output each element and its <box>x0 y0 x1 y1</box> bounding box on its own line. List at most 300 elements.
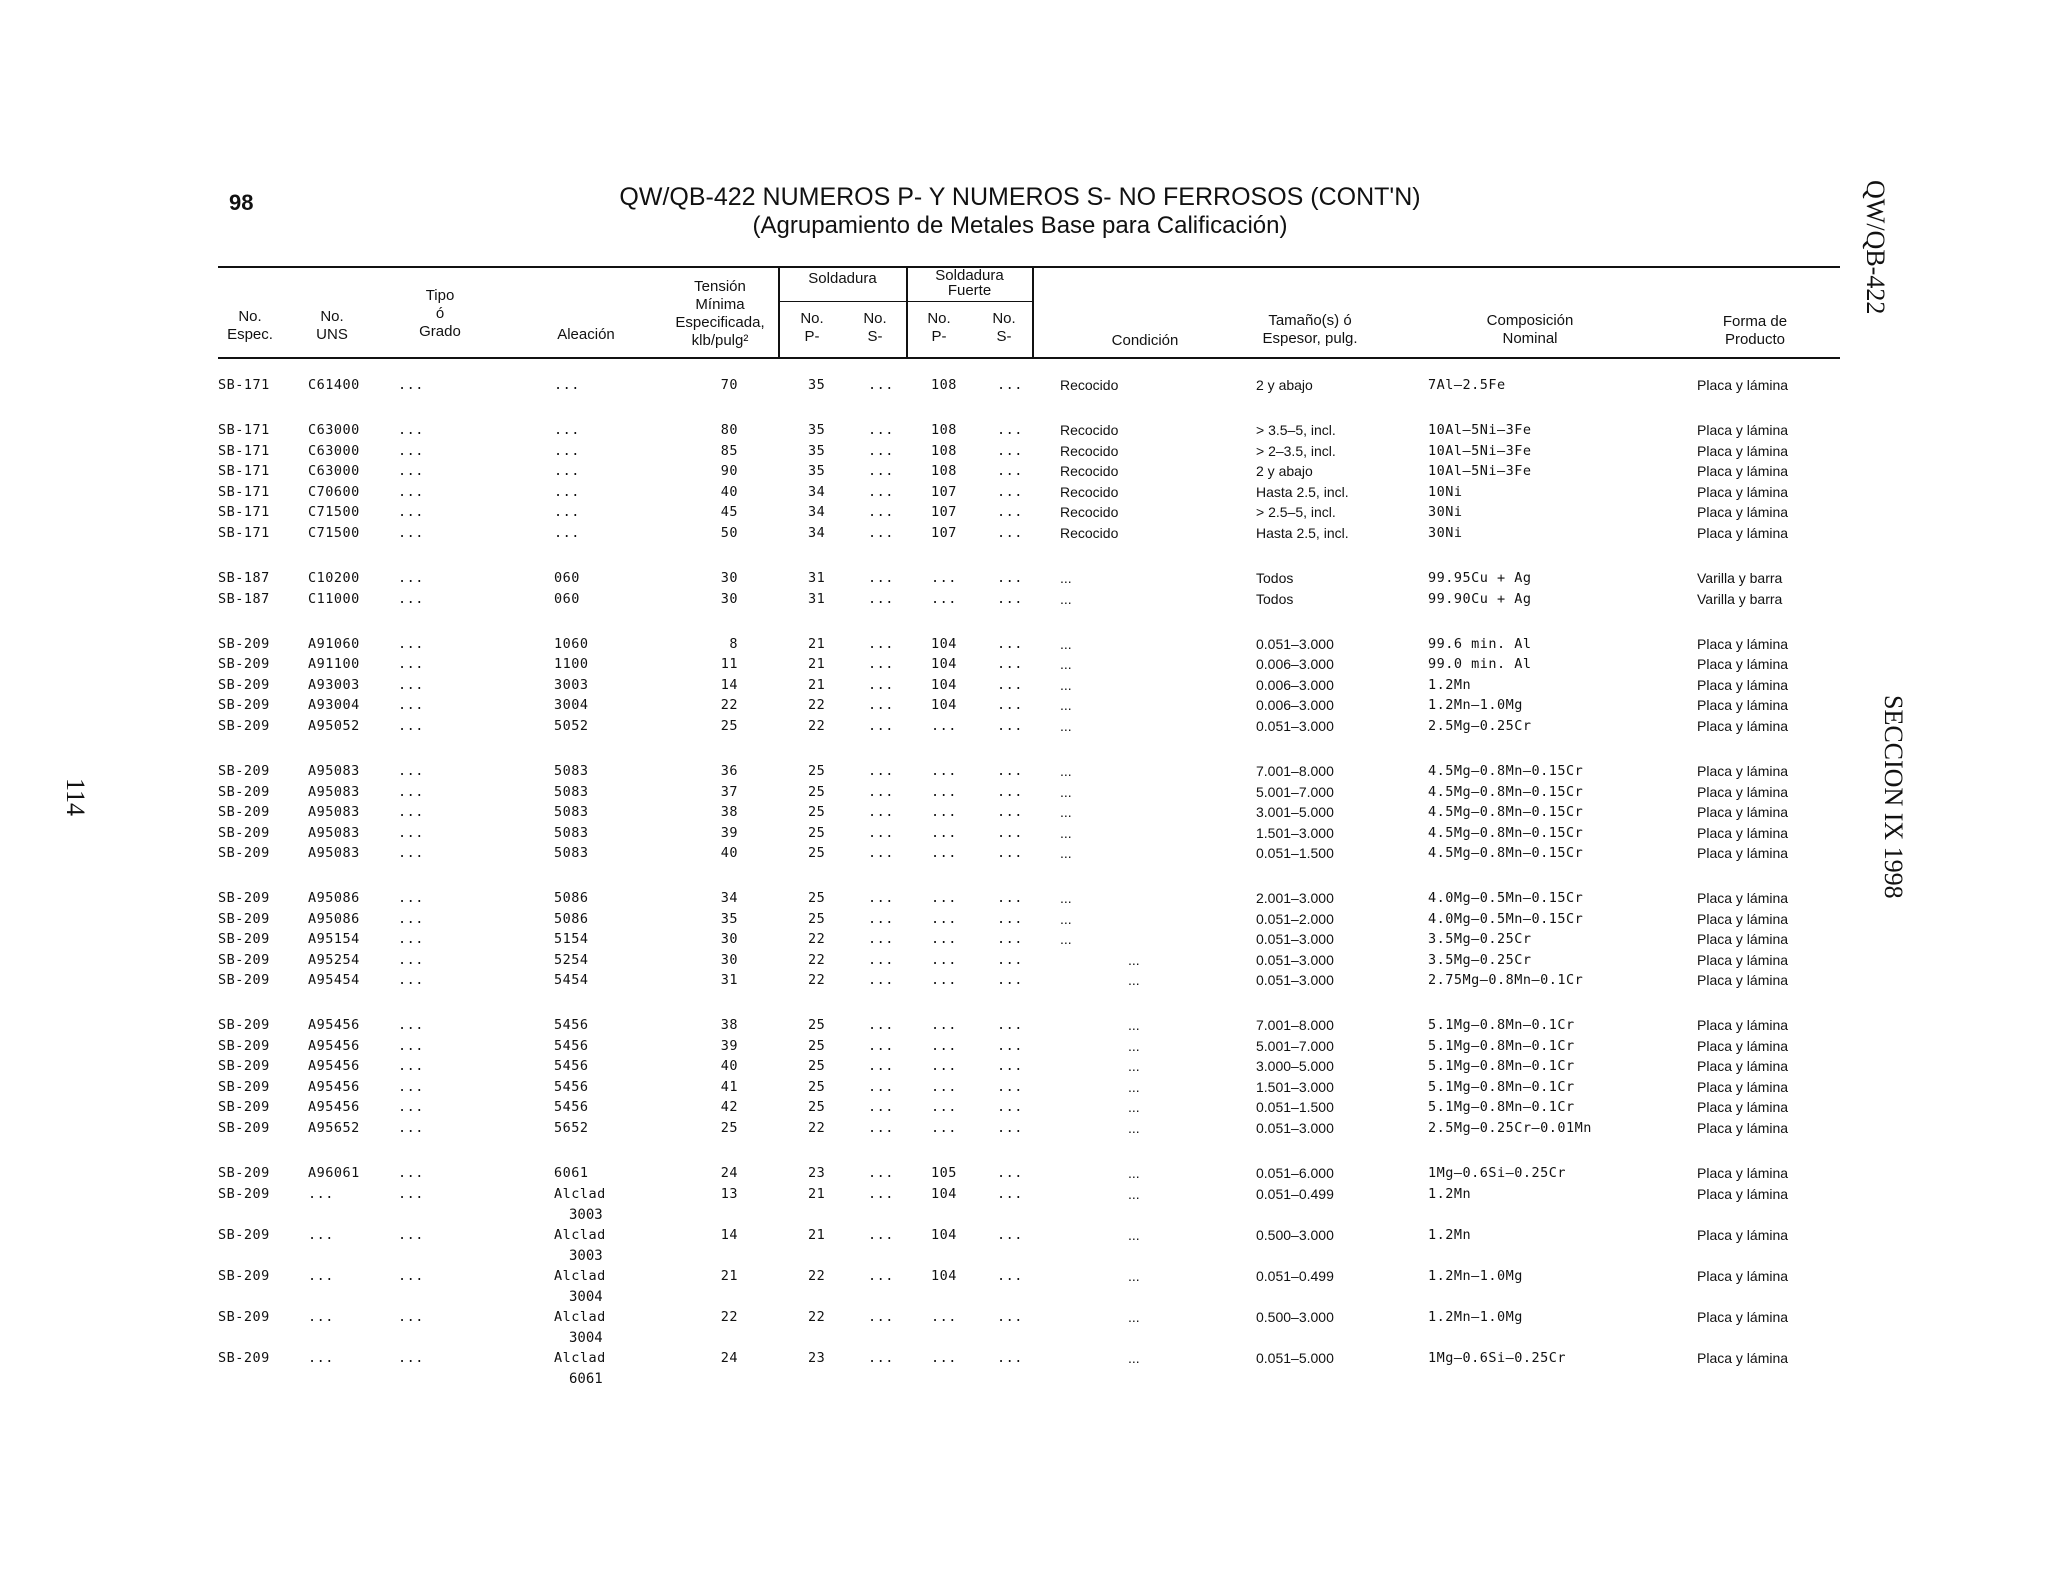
uns-cell: A95083 <box>308 845 360 861</box>
tamano-cell: 0.006–3.000 <box>1256 697 1334 713</box>
composicion-cell: 7Al–2.5Fe <box>1428 377 1506 393</box>
spec-cell: SB-209 <box>218 1309 270 1325</box>
fuerte-p-cell: ... <box>931 591 957 607</box>
fuerte-p-cell: ... <box>931 804 957 820</box>
sold-p-cell: 21 <box>808 656 826 672</box>
sold-p-cell: 23 <box>808 1350 826 1366</box>
forma-cell: Placa y lámina <box>1697 422 1789 438</box>
composicion-cell: 5.1Mg–0.8Mn–0.1Cr <box>1428 1079 1575 1095</box>
forma-cell: Placa y lámina <box>1697 525 1789 541</box>
tipo-cell: ... <box>398 677 424 693</box>
sold-s-cell: ... <box>868 1227 894 1243</box>
composicion-cell: 10Al–5Ni–3Fe <box>1428 443 1532 459</box>
spec-cell: SB-209 <box>218 677 270 693</box>
sold-s-cell: ... <box>868 911 894 927</box>
table-row <box>0 890 1840 910</box>
tension-cell: 22 <box>720 1309 738 1325</box>
forma-cell: Placa y lámina <box>1697 697 1789 713</box>
composicion-cell: 5.1Mg–0.8Mn–0.1Cr <box>1428 1038 1575 1054</box>
condicion-cell: ... <box>1060 804 1072 820</box>
aleacion-cell: Alclad <box>554 1268 606 1284</box>
tipo-cell: ... <box>398 845 424 861</box>
condicion-cell: ... <box>1128 972 1140 988</box>
uns-cell: ... <box>308 1227 334 1243</box>
condicion-cell: ... <box>1128 1227 1140 1243</box>
tipo-cell: ... <box>398 804 424 820</box>
aleacion-cell: 6061 <box>554 1165 589 1181</box>
spec-cell: SB-209 <box>218 1038 270 1054</box>
side-label-page: 114 <box>61 778 90 817</box>
tamano-cell: 2 y abajo <box>1256 463 1313 479</box>
forma-cell: Placa y lámina <box>1697 804 1789 820</box>
spec-cell: SB-209 <box>218 1268 270 1284</box>
table-row <box>0 1099 1840 1119</box>
tension-cell: 80 <box>720 422 738 438</box>
table-row <box>0 1350 1840 1370</box>
sold-p-cell: 34 <box>808 525 826 541</box>
header-tipo: Tipo ó Grado <box>419 287 461 340</box>
composicion-cell: 2.5Mg–0.25Cr–0.01Mn <box>1428 1120 1592 1136</box>
forma-cell: Placa y lámina <box>1697 484 1789 500</box>
tipo-cell: ... <box>398 718 424 734</box>
tamano-cell: 0.500–3.000 <box>1256 1309 1334 1325</box>
composicion-cell: 1.2Mn <box>1428 1186 1472 1202</box>
sold-p-cell: 22 <box>808 1309 826 1325</box>
composicion-cell: 4.5Mg–0.8Mn–0.15Cr <box>1428 845 1584 861</box>
composicion-cell: 3.5Mg–0.25Cr <box>1428 952 1532 968</box>
fuerte-s-cell: ... <box>997 1350 1023 1366</box>
forma-cell: Placa y lámina <box>1697 952 1789 968</box>
table-row <box>0 1227 1840 1247</box>
forma-cell: Placa y lámina <box>1697 1350 1789 1366</box>
sold-p-cell: 25 <box>808 1017 826 1033</box>
uns-cell: C63000 <box>308 422 360 438</box>
header-tamano: Tamaño(s) ó Espesor, pulg. <box>1262 312 1358 347</box>
sold-p-cell: 31 <box>808 591 826 607</box>
tension-cell: 22 <box>720 697 738 713</box>
condicion-cell: Recocido <box>1060 443 1119 459</box>
spec-cell: SB-209 <box>218 656 270 672</box>
composicion-cell: 2.5Mg–0.25Cr <box>1428 718 1532 734</box>
tamano-cell: 2 y abajo <box>1256 377 1313 393</box>
uns-cell: A95086 <box>308 890 360 906</box>
composicion-cell: 4.5Mg–0.8Mn–0.15Cr <box>1428 784 1584 800</box>
tamano-cell: 0.500–3.000 <box>1256 1227 1334 1243</box>
tension-cell: 14 <box>720 677 738 693</box>
fuerte-s-cell: ... <box>997 763 1023 779</box>
header-fuerte-no-s: No. S- <box>992 310 1016 345</box>
tension-cell: 25 <box>720 1120 738 1136</box>
spec-cell: SB-209 <box>218 1165 270 1181</box>
fuerte-s-cell: ... <box>997 1165 1023 1181</box>
sold-s-cell: ... <box>868 1309 894 1325</box>
forma-cell: Placa y lámina <box>1697 972 1789 988</box>
tipo-cell: ... <box>398 591 424 607</box>
aleacion-cell: Alclad <box>554 1186 606 1202</box>
sold-s-cell: ... <box>868 931 894 947</box>
aleacion-cell: ... <box>554 484 580 500</box>
tension-cell: 8 <box>729 636 738 652</box>
sold-s-cell: ... <box>868 1120 894 1136</box>
composicion-cell: 99.6 min. Al <box>1428 636 1532 652</box>
tamano-cell: 5.001–7.000 <box>1256 1038 1334 1054</box>
condicion-cell: Recocido <box>1060 422 1119 438</box>
condicion-cell: Recocido <box>1060 504 1119 520</box>
aleacion-cell: 3004 <box>554 697 589 713</box>
tension-cell: 21 <box>720 1268 738 1284</box>
uns-cell: C61400 <box>308 377 360 393</box>
sold-s-cell: ... <box>868 845 894 861</box>
spec-cell: SB-209 <box>218 1120 270 1136</box>
tension-cell: 39 <box>720 825 738 841</box>
spec-cell: SB-209 <box>218 1017 270 1033</box>
table-row <box>0 804 1840 824</box>
fuerte-s-cell: ... <box>997 484 1023 500</box>
tension-cell: 40 <box>720 484 738 500</box>
condicion-cell: ... <box>1128 1165 1140 1181</box>
tipo-cell: ... <box>398 463 424 479</box>
spec-cell: SB-209 <box>218 972 270 988</box>
sold-p-cell: 21 <box>808 636 826 652</box>
uns-cell: C63000 <box>308 443 360 459</box>
tamano-cell: > 3.5–5, incl. <box>1256 422 1336 438</box>
uns-cell: A93003 <box>308 677 360 693</box>
fuerte-s-cell: ... <box>997 656 1023 672</box>
tension-cell: 30 <box>720 570 738 586</box>
table-header-bottom-rule <box>218 357 1840 359</box>
fuerte-s-cell: ... <box>997 1038 1023 1054</box>
tamano-cell: 3.000–5.000 <box>1256 1058 1334 1074</box>
tipo-cell: ... <box>398 1350 424 1366</box>
tamano-cell: Hasta 2.5, incl. <box>1256 484 1349 500</box>
condicion-cell: ... <box>1128 1058 1140 1074</box>
fuerte-p-cell: 104 <box>931 1227 957 1243</box>
uns-cell: ... <box>308 1309 334 1325</box>
tension-cell: 40 <box>720 845 738 861</box>
condicion-cell: ... <box>1060 636 1072 652</box>
table-row <box>0 636 1840 656</box>
fuerte-p-cell: 108 <box>931 422 957 438</box>
uns-cell: ... <box>308 1186 334 1202</box>
condicion-cell: ... <box>1060 763 1072 779</box>
forma-cell: Placa y lámina <box>1697 763 1789 779</box>
forma-cell: Placa y lámina <box>1697 636 1789 652</box>
tamano-cell: 0.051–1.500 <box>1256 1099 1334 1115</box>
fuerte-s-cell: ... <box>997 377 1023 393</box>
spec-cell: SB-209 <box>218 697 270 713</box>
header-tension: Tensión Mínima Especificada, klb/pulg² <box>675 278 765 349</box>
tipo-cell: ... <box>398 422 424 438</box>
sold-p-cell: 25 <box>808 1038 826 1054</box>
aleacion-cell: ... <box>554 422 580 438</box>
aleacion-cell: ... <box>554 525 580 541</box>
uns-cell: ... <box>308 1268 334 1284</box>
spec-cell: SB-187 <box>218 570 270 586</box>
fuerte-s-cell: ... <box>997 784 1023 800</box>
tension-cell: 38 <box>720 804 738 820</box>
uns-cell: A91060 <box>308 636 360 652</box>
forma-cell: Placa y lámina <box>1697 656 1789 672</box>
uns-cell: A95652 <box>308 1120 360 1136</box>
uns-cell: A93004 <box>308 697 360 713</box>
tipo-cell: ... <box>398 570 424 586</box>
sold-p-cell: 25 <box>808 804 826 820</box>
condicion-cell: ... <box>1060 890 1072 906</box>
sold-p-cell: 35 <box>808 463 826 479</box>
sold-s-cell: ... <box>868 484 894 500</box>
forma-cell: Placa y lámina <box>1697 1186 1789 1202</box>
sold-s-cell: ... <box>868 1017 894 1033</box>
table-row <box>0 697 1840 717</box>
fuerte-p-cell: ... <box>931 1079 957 1095</box>
forma-cell: Placa y lámina <box>1697 463 1789 479</box>
forma-cell: Placa y lámina <box>1697 718 1789 734</box>
sold-p-cell: 35 <box>808 443 826 459</box>
fuerte-s-cell: ... <box>997 525 1023 541</box>
tension-cell: 50 <box>720 525 738 541</box>
spec-cell: SB-187 <box>218 591 270 607</box>
tipo-cell: ... <box>398 656 424 672</box>
tipo-cell: ... <box>398 443 424 459</box>
fuerte-s-cell: ... <box>997 677 1023 693</box>
tipo-cell: ... <box>398 1099 424 1115</box>
table-row <box>0 422 1840 442</box>
fuerte-p-cell: 105 <box>931 1165 957 1181</box>
forma-cell: Placa y lámina <box>1697 1038 1789 1054</box>
fuerte-p-cell: 104 <box>931 697 957 713</box>
header-condicion: Condición <box>1111 332 1179 349</box>
fuerte-s-cell: ... <box>997 1058 1023 1074</box>
sold-p-cell: 25 <box>808 763 826 779</box>
tipo-cell: ... <box>398 952 424 968</box>
sold-s-cell: ... <box>868 890 894 906</box>
forma-cell: Placa y lámina <box>1697 377 1789 393</box>
uns-cell: A95456 <box>308 1038 360 1054</box>
sold-s-cell: ... <box>868 677 894 693</box>
condicion-cell: ... <box>1060 570 1072 586</box>
tipo-cell: ... <box>398 763 424 779</box>
sold-p-cell: 23 <box>808 1165 826 1181</box>
tension-cell: 14 <box>720 1227 738 1243</box>
spec-cell: SB-209 <box>218 1099 270 1115</box>
forma-cell: Placa y lámina <box>1697 1058 1789 1074</box>
tipo-cell: ... <box>398 784 424 800</box>
spec-cell: SB-209 <box>218 825 270 841</box>
sold-s-cell: ... <box>868 636 894 652</box>
soldadura-right-line <box>1032 266 1034 357</box>
sold-p-cell: 22 <box>808 1268 826 1284</box>
composicion-cell: 10Al–5Ni–3Fe <box>1428 422 1532 438</box>
fuerte-s-cell: ... <box>997 845 1023 861</box>
header-spec: No. Espec. <box>227 308 273 343</box>
condicion-cell: ... <box>1060 591 1072 607</box>
sold-p-cell: 21 <box>808 1227 826 1243</box>
tamano-cell: Hasta 2.5, incl. <box>1256 525 1349 541</box>
aleacion-cell: Alclad <box>554 1227 606 1243</box>
tamano-cell: 0.051–5.000 <box>1256 1350 1334 1366</box>
tamano-cell: Todos <box>1256 591 1294 607</box>
spec-cell: SB-171 <box>218 484 270 500</box>
header-soldadura-no-p: No. P- <box>800 310 824 345</box>
uns-cell: A95254 <box>308 952 360 968</box>
header-composicion: Composición Nominal <box>1486 312 1574 347</box>
tamano-cell: 2.001–3.000 <box>1256 890 1334 906</box>
page-subtitle: (Agrupamiento de Metales Base para Calificación) <box>752 212 1288 239</box>
aleacion-cell: 5456 <box>554 1038 589 1054</box>
tipo-cell: ... <box>398 1227 424 1243</box>
fuerte-s-cell: ... <box>997 1268 1023 1284</box>
fuerte-s-cell: ... <box>997 697 1023 713</box>
sold-s-cell: ... <box>868 525 894 541</box>
forma-cell: Placa y lámina <box>1697 825 1789 841</box>
aleacion-cell: 5083 <box>554 804 589 820</box>
fuerte-p-cell: ... <box>931 1099 957 1115</box>
fuerte-p-cell: ... <box>931 825 957 841</box>
aleacion-cell: 5456 <box>554 1058 589 1074</box>
tension-cell: 30 <box>720 591 738 607</box>
spec-cell: SB-209 <box>218 911 270 927</box>
table-row <box>0 1038 1840 1058</box>
sold-p-cell: 25 <box>808 825 826 841</box>
aleacion-cell: 5154 <box>554 931 589 947</box>
table-row <box>0 1186 1840 1206</box>
table-row <box>0 1120 1840 1140</box>
table-row <box>0 1309 1840 1329</box>
spec-cell: SB-209 <box>218 1186 270 1202</box>
condicion-cell: Recocido <box>1060 463 1119 479</box>
fuerte-p-cell: ... <box>931 911 957 927</box>
forma-cell: Placa y lámina <box>1697 1227 1789 1243</box>
uns-cell: C63000 <box>308 463 360 479</box>
sold-s-cell: ... <box>868 718 894 734</box>
composicion-cell: 10Al–5Ni–3Fe <box>1428 463 1532 479</box>
aleacion-cell: 5083 <box>554 784 589 800</box>
forma-cell: Placa y lámina <box>1697 890 1789 906</box>
sold-p-cell: 22 <box>808 931 826 947</box>
fuerte-p-cell: 108 <box>931 463 957 479</box>
forma-cell: Varilla y barra <box>1697 591 1783 607</box>
fuerte-p-cell: 104 <box>931 636 957 652</box>
composicion-cell: 3.5Mg–0.25Cr <box>1428 931 1532 947</box>
tipo-cell: ... <box>398 1186 424 1202</box>
sold-p-cell: 25 <box>808 845 826 861</box>
tamano-cell: Todos <box>1256 570 1294 586</box>
condicion-cell: ... <box>1128 1268 1140 1284</box>
header-uns: No. UNS <box>316 308 348 343</box>
forma-cell: Placa y lámina <box>1697 1120 1789 1136</box>
composicion-cell: 1.2Mn <box>1428 1227 1472 1243</box>
uns-cell: A95456 <box>308 1017 360 1033</box>
spec-cell: SB-209 <box>218 1350 270 1366</box>
tension-cell: 41 <box>720 1079 738 1095</box>
tipo-cell: ... <box>398 825 424 841</box>
spec-cell: SB-171 <box>218 463 270 479</box>
aleacion-cell: 5086 <box>554 911 589 927</box>
tamano-cell: 0.051–3.000 <box>1256 1120 1334 1136</box>
fuerte-p-cell: 107 <box>931 525 957 541</box>
table-row <box>0 1058 1840 1078</box>
composicion-cell: 99.0 min. Al <box>1428 656 1532 672</box>
aleacion-continuation: 3003 <box>569 1248 603 1264</box>
sold-s-cell: ... <box>868 591 894 607</box>
table-row <box>0 1268 1840 1288</box>
spec-cell: SB-171 <box>218 525 270 541</box>
fuerte-p-cell: ... <box>931 763 957 779</box>
tipo-cell: ... <box>398 636 424 652</box>
fuerte-s-cell: ... <box>997 1079 1023 1095</box>
header-aleacion: Aleación <box>557 326 615 343</box>
sold-s-cell: ... <box>868 1350 894 1366</box>
tipo-cell: ... <box>398 1058 424 1074</box>
aleacion-cell: 5052 <box>554 718 589 734</box>
tension-cell: 34 <box>720 890 738 906</box>
table-row <box>0 484 1840 504</box>
fuerte-p-cell: 104 <box>931 1268 957 1284</box>
tamano-cell: 0.051–0.499 <box>1256 1186 1334 1202</box>
fuerte-p-cell: 107 <box>931 504 957 520</box>
sold-s-cell: ... <box>868 656 894 672</box>
composicion-cell: 99.95Cu + Ag <box>1428 570 1532 586</box>
fuerte-p-cell: 108 <box>931 443 957 459</box>
sold-p-cell: 35 <box>808 422 826 438</box>
header-soldadura: Soldadura <box>808 270 877 287</box>
fuerte-s-cell: ... <box>997 504 1023 520</box>
condicion-cell: Recocido <box>1060 484 1119 500</box>
uns-cell: A95454 <box>308 972 360 988</box>
sold-s-cell: ... <box>868 422 894 438</box>
tamano-cell: 1.501–3.000 <box>1256 1079 1334 1095</box>
composicion-cell: 99.90Cu + Ag <box>1428 591 1532 607</box>
uns-cell: A95083 <box>308 784 360 800</box>
forma-cell: Placa y lámina <box>1697 784 1789 800</box>
fuerte-s-cell: ... <box>997 1186 1023 1202</box>
tamano-cell: 0.051–6.000 <box>1256 1165 1334 1181</box>
fuerte-p-cell: 108 <box>931 377 957 393</box>
tipo-cell: ... <box>398 1309 424 1325</box>
tension-cell: 39 <box>720 1038 738 1054</box>
fuerte-s-cell: ... <box>997 570 1023 586</box>
composicion-cell: 5.1Mg–0.8Mn–0.1Cr <box>1428 1017 1575 1033</box>
composicion-cell: 1.2Mn–1.0Mg <box>1428 697 1523 713</box>
tension-cell: 38 <box>720 1017 738 1033</box>
tamano-cell: 5.001–7.000 <box>1256 784 1334 800</box>
condicion-cell: ... <box>1128 1350 1140 1366</box>
sold-p-cell: 22 <box>808 952 826 968</box>
forma-cell: Placa y lámina <box>1697 1268 1789 1284</box>
aleacion-cell: 1060 <box>554 636 589 652</box>
fuerte-p-cell: ... <box>931 1350 957 1366</box>
composicion-cell: 4.0Mg–0.5Mn–0.15Cr <box>1428 890 1584 906</box>
tamano-cell: 0.051–3.000 <box>1256 636 1334 652</box>
composicion-cell: 4.0Mg–0.5Mn–0.15Cr <box>1428 911 1584 927</box>
header-soldadura-no-s: No. S- <box>863 310 887 345</box>
sold-p-cell: 22 <box>808 1120 826 1136</box>
forma-cell: Placa y lámina <box>1697 504 1789 520</box>
tipo-cell: ... <box>398 504 424 520</box>
tipo-cell: ... <box>398 1017 424 1033</box>
table-row <box>0 845 1840 865</box>
fuerte-s-cell: ... <box>997 1099 1023 1115</box>
sold-p-cell: 22 <box>808 697 826 713</box>
page-title: QW/QB-422 NUMEROS P- Y NUMEROS S- NO FERROSOS (CONT'N) <box>619 183 1421 211</box>
aleacion-continuation: 3004 <box>569 1289 603 1305</box>
tension-cell: 35 <box>720 911 738 927</box>
uns-cell: C70600 <box>308 484 360 500</box>
spec-cell: SB-209 <box>218 1227 270 1243</box>
tension-cell: 70 <box>720 377 738 393</box>
table-row <box>0 1079 1840 1099</box>
sold-s-cell: ... <box>868 1186 894 1202</box>
